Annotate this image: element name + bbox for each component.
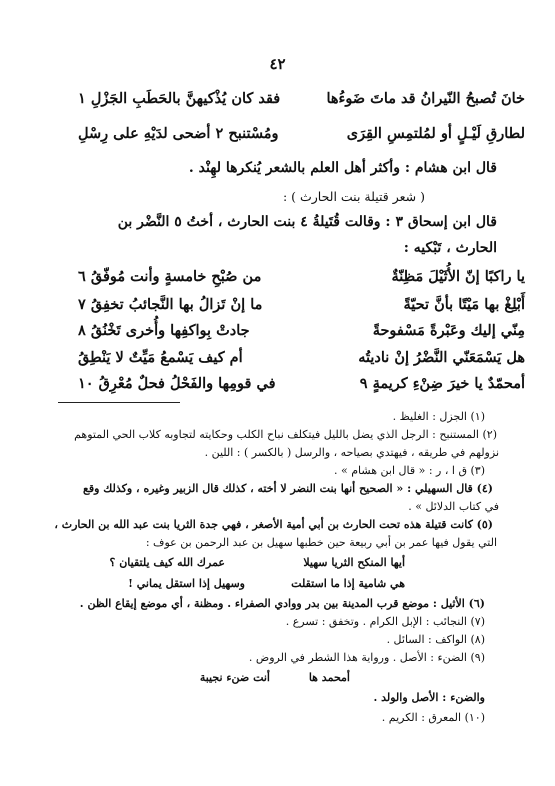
prose-line: قال ابن هشام : وأكثر أهل العلم بالشعر يُنكرها لهِنْد . — [188, 160, 497, 176]
footnote: والضنء : الأصل والولد . — [373, 691, 485, 704]
footnote-verse-first: أيها المنكح الثريا سهيلا — [303, 556, 405, 569]
verse-first-hemistich: أَبْلِغْ بها مَيْتًا بأنَّ تحيّةً — [403, 296, 525, 313]
footnote-verse-first: هي شامية إذا ما استقلت — [291, 577, 405, 590]
verse-line-5 — [78, 375, 525, 392]
footnote-verse-second: وسهيل إذا استقل يماني ! — [128, 577, 245, 590]
footnote: (١) الجزل : الغليظ . — [392, 410, 485, 423]
footnote-separator — [58, 402, 180, 403]
verse-line-top-2 — [78, 125, 525, 142]
footnote: (١٠) المعرق : الكريم . — [381, 711, 485, 724]
footnote: نزولهم في طريقه ، فيهتدي بصياحه ، والرسل ( بالكسر ) : اللين . — [204, 446, 499, 459]
prose-line: الحارث ، تَبْكيه : — [403, 240, 497, 256]
verse-second-hemistich: فقد كان يُذْكيهنَّ بالحَطَبِ الجَزْلِ ١ — [78, 90, 281, 107]
verse-second-hemistich: من صُبْحِ خامسةٍ وأنت مُوفّقُ ٦ — [78, 268, 262, 285]
verse-second-hemistich: أم كيف يَسْمعُ مَيِّتٌ لا يَنْطِقُ — [78, 349, 243, 366]
verse-first-hemistich: لطارقِ لَيْـلٍ أو لمُلتمِسِ القِرَى — [346, 125, 525, 142]
footnote: التي يقول فيها عمر بن أبي ربيعة حين خطبها سهيل بن عبد الرحمن بن عوف : — [145, 536, 497, 549]
verse-line-2 — [78, 296, 525, 313]
footnote: في كتاب الدلائل » . — [408, 500, 499, 513]
verse-second-hemistich: جادتْ بِواكفِها وأُخرى تَخْنُقُ ٨ — [78, 322, 250, 339]
footnote: (٥) كانت قتيلة هذه تحت الحارث بن أبي أمية الأصغر ، فهي جدة الثريا بنت عبد الله بن الحارث ، — [54, 518, 493, 531]
footnote-verse-second: عمرك الله كيف يلتقيان ؟ — [109, 556, 225, 569]
footnote-verse-first: أمحمد ها — [308, 671, 350, 684]
page-number: ٤٢ — [269, 55, 286, 73]
verse-line-4 — [78, 349, 525, 366]
verse-line-1 — [78, 268, 525, 285]
prose-line: قال ابن إسحاق ٣ : وقالت قُتَيلةُ ٤ بنت الحارث ، أختُ ٥ النَّضْر بن — [117, 214, 497, 230]
footnote: (٢) المستنبح : الرجل الذي يضل بالليل فيتكلف نباح الكلب وحكايته لتجاوبه كلاب الحي المتوهم — [74, 428, 497, 441]
verse-line-3 — [78, 322, 525, 339]
footnote-verse-second: أنت ضنء نجيبة — [199, 671, 270, 684]
footnote: (٤) قال السهيلي : « الصحيح أنها بنت النضر لا أخته ، كذلك قال الزبير وغيره ، وكذلك وقع — [83, 482, 493, 495]
verse-second-hemistich: في قومِها والفَحْلُ فحلٌ مُعْرِقُ ١٠ — [78, 375, 276, 392]
footnote: (٦) الأثيل : موضع قرب المدينة بين بدر ووادي الصفراء . ومظنة ، أي موضع إيقاع الظن . — [79, 597, 485, 610]
verse-first-hemistich: أمحمّدٌ يا خيرَ ضِنْءِ كريمةٍ ٩ — [359, 375, 525, 392]
footnote: (٩) الضنء : الأصل . ورواية هذا الشطر في الروض . — [248, 651, 485, 664]
verse-second-hemistich: ما إنْ تَزالُ بها النَّجائبُ تخفِقُ ٧ — [78, 296, 263, 313]
section-heading: ( شعر قتيلة بنت الحارث ) : — [282, 189, 425, 204]
verse-first-hemistich: هل يَسْمَعَنّي النَّضْرُ إنْ ناديتُه — [358, 349, 525, 366]
verse-first-hemistich: مِنّي إليك وعَبْرةً مَسْفوحةً — [372, 322, 525, 339]
verse-line-top-1 — [78, 90, 525, 107]
footnote: (٨) الواكف : السائل . — [386, 633, 485, 646]
verse-second-hemistich: ومُسْتنبح ٢ أضحى لدَيْهِ على رِسْلِ — [78, 125, 279, 142]
footnote: (٣) ق ا ، ر : « قال ابن هشام » . — [334, 464, 485, 477]
verse-first-hemistich: خانَ تُصبحُ النّيرانُ قد ماتَ ضَوءُها — [326, 90, 525, 107]
verse-first-hemistich: يا راكبًا إنّ الأُثَيْلَ مَظِنّةٌ — [391, 268, 525, 285]
footnote: (٧) النجائب : الإبل الكرام . وتخفق : تسرع . — [285, 615, 485, 628]
